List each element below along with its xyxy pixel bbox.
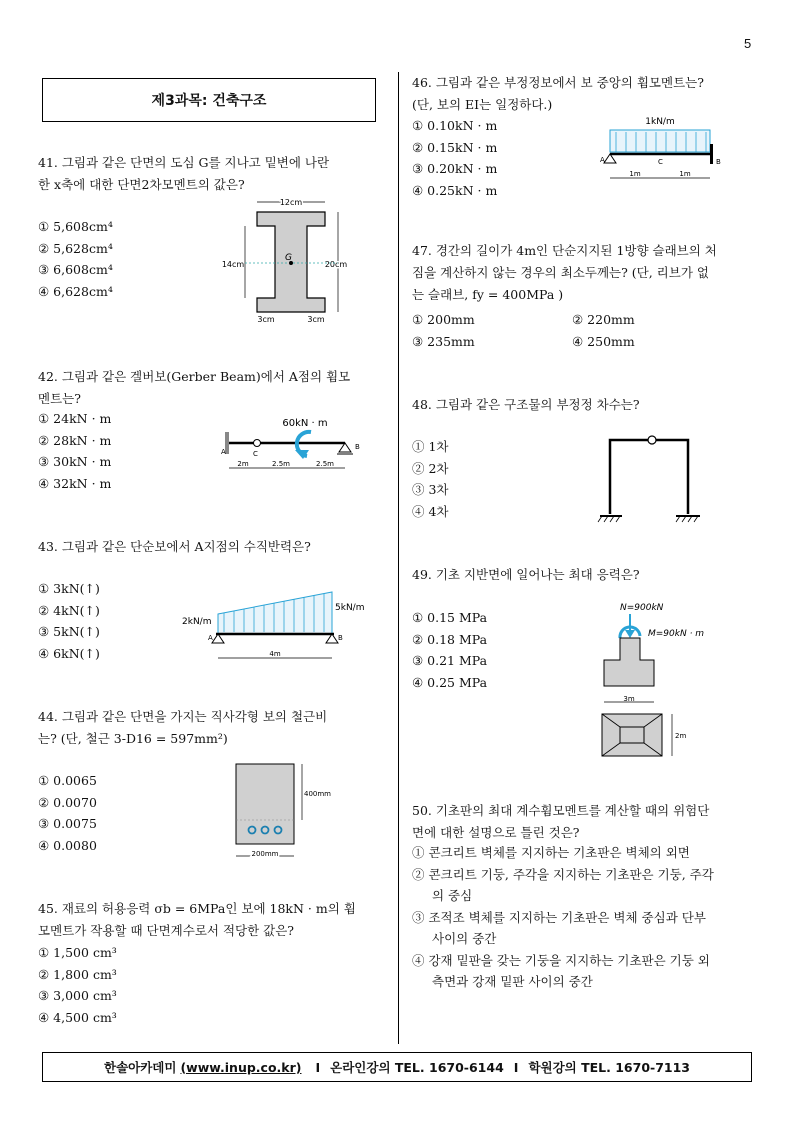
q46-stem-line1: 46. 그림과 같은 부정정보에서 보 중앙의 휨모멘트는? <box>412 75 704 90</box>
q42-dim-2: 2.5m <box>272 460 290 468</box>
q47-options <box>412 309 752 352</box>
q43-stem: 43. 그림과 같은 단순보에서 A지점의 수직반력은? <box>38 539 311 554</box>
q48-stem: 48. 그림과 같은 구조물의 부정정 차수는? <box>412 397 640 412</box>
q44-option-4[interactable]: ④ 0.0080 <box>38 837 97 853</box>
q43-option-3[interactable]: ③ 5kN(↑) <box>38 624 100 639</box>
q42-option-4[interactable]: ④ 32kN · m <box>38 475 112 491</box>
q44-option-2[interactable]: ② 0.0070 <box>38 794 97 810</box>
q46-option-2[interactable]: ② 0.15kN · m <box>412 139 498 155</box>
q41-dim-right: 20cm <box>324 260 348 269</box>
q41-option-4[interactable]: ④ 6,628cm⁴ <box>38 283 113 299</box>
q46-point-c: C <box>658 158 663 166</box>
q49-stem: 49. 기초 지반면에 일어나는 최대 응력은? <box>412 567 640 582</box>
q42-point-c: C <box>253 450 258 458</box>
footer-separator-2: I <box>513 1059 519 1075</box>
q44-dim-height: 400mm <box>304 790 331 798</box>
q47-stem-line2: 짐을 계산하지 않는 경우의 최소두께는? (단, 리브가 없 <box>412 265 709 280</box>
q42-figure <box>215 410 370 478</box>
q50-option-2-cont: 의 중심 <box>432 888 473 903</box>
q47-option-3[interactable]: ③ 235mm <box>412 333 475 349</box>
q41-option-3[interactable]: ③ 6,608cm⁴ <box>38 262 113 277</box>
q42-option-2[interactable]: ② 28kN · m <box>38 432 112 448</box>
q42-dim-3: 2.5m <box>316 460 334 468</box>
q50-stem-line1: 50. 기초판의 최대 계수휨모멘트를 계산할 때의 위험단 <box>412 803 710 818</box>
q48-option-2[interactable]: ② 2차 <box>412 460 449 476</box>
q50-option-4-cont: 측면과 강재 밑판 사이의 중간 <box>432 974 593 989</box>
q46-dim-1: 1m <box>629 170 641 178</box>
footer-separator: I <box>315 1059 321 1075</box>
q47-stem <box>412 240 757 306</box>
q44-figure <box>230 760 360 866</box>
q43-point-a: A <box>208 634 213 642</box>
q50-options <box>412 842 757 993</box>
q41-stem-line2: 한 x축에 대한 단면2차모멘트의 값은? <box>38 177 245 192</box>
q42-option-3[interactable]: ③ 30kN · m <box>38 454 112 469</box>
q45-option-1[interactable]: ① 1,500 cm³ <box>38 945 117 960</box>
q41-dim-bl: 3cm <box>257 315 275 324</box>
q43-span: 4m <box>269 650 281 658</box>
q43-left-load: 2kN/m <box>182 617 212 627</box>
q43-option-4[interactable]: ④ 6kN(↑) <box>38 645 100 661</box>
footer-url-link[interactable]: (www.inup.co.kr) <box>180 1059 302 1075</box>
footer-offline-phone: 학원강의 TEL. 1670-7113 <box>528 1060 690 1075</box>
q45-stem-line2: 모멘트가 작용할 때 단면계수로서 적당한 값은? <box>38 923 294 938</box>
q47-option-4[interactable]: ④ 250mm <box>572 333 635 349</box>
q43-options <box>38 578 100 664</box>
footer-academy: 한솔아카데미 <box>104 1060 177 1075</box>
q42-stem-line2: 멘트는? <box>38 391 81 406</box>
q48-figure <box>596 432 708 524</box>
q42-point-b: B <box>355 443 360 451</box>
subject-title: 제3과목: 건축구조 <box>42 78 376 122</box>
q43-right-load: 5kN/m <box>335 603 365 613</box>
q41-figure <box>215 192 365 342</box>
q43-option-1[interactable]: ① 3kN(↑) <box>38 581 100 596</box>
q42-stem-line1: 42. 그림과 같은 겔버보(Gerber Beam)에서 A점의 휨모 <box>38 369 351 384</box>
q42-dim-1: 2m <box>237 460 249 468</box>
q48-option-3[interactable]: ③ 3차 <box>412 482 449 497</box>
q44-option-1[interactable]: ① 0.0065 <box>38 773 97 788</box>
q46-option-4[interactable]: ④ 0.25kN · m <box>412 182 498 198</box>
q41-options <box>38 216 113 302</box>
q42-load-label: 60kN · m <box>282 418 328 429</box>
q50-option-3[interactable]: ③ 조적조 벽체를 지지하는 기초판은 벽체 중심과 단부 <box>412 909 706 925</box>
q47-stem-line3: 는 슬래브, fy = 400MPa ) <box>412 287 564 302</box>
q44-dim-width: 200mm <box>251 850 279 858</box>
q42-point-a: A <box>221 448 226 456</box>
q46-option-3[interactable]: ③ 0.20kN · m <box>412 161 498 176</box>
q44-stem-line1: 44. 그림과 같은 단면을 가지는 직사각형 보의 철근비 <box>38 709 328 724</box>
q50-option-4[interactable]: ④ 강재 밑판을 갖는 기둥을 지지하는 기초판은 기둥 외 <box>412 952 710 968</box>
q48-options <box>412 436 449 522</box>
q49-option-3[interactable]: ③ 0.21 MPa <box>412 653 488 668</box>
q41-centroid-label: G <box>285 253 292 263</box>
column-divider <box>398 72 399 1044</box>
q42-option-1[interactable]: ① 24kN · m <box>38 411 112 426</box>
q50-option-3-cont: 사이의 중간 <box>432 931 497 946</box>
q49-moment-load: M=90kN · m <box>648 629 705 639</box>
q43-point-b: B <box>338 634 343 642</box>
q50-option-1[interactable]: ① 콘크리트 벽체를 지지하는 기초판은 벽체의 외면 <box>412 845 690 860</box>
q46-options <box>412 115 497 201</box>
q44-stem-line2: 는? (단, 철근 3-D16 = 597mm²) <box>38 731 228 746</box>
q42-stem <box>38 366 383 410</box>
q47-option-2[interactable]: ② 220mm <box>572 312 635 327</box>
q48-option-1[interactable]: ① 1차 <box>412 439 449 454</box>
q44-stem <box>38 706 383 750</box>
footer <box>42 1052 752 1082</box>
q41-option-2[interactable]: ② 5,628cm⁴ <box>38 240 113 256</box>
q41-dim-top: 12cm <box>279 198 303 207</box>
q47-stem-line1: 47. 경간의 길이가 4m인 단순지지된 1방향 슬래브의 처 <box>412 243 717 258</box>
q49-option-2[interactable]: ② 0.18 MPa <box>412 631 488 647</box>
q45-options <box>38 942 117 1028</box>
q46-point-b: B <box>716 158 721 166</box>
q45-option-4[interactable]: ④ 4,500 cm³ <box>38 1009 117 1025</box>
q41-dim-br: 3cm <box>307 315 325 324</box>
q49-dim-width: 3m <box>623 695 635 703</box>
q50-stem <box>412 800 757 844</box>
q49-option-4[interactable]: ④ 0.25 MPa <box>412 674 488 690</box>
q41-stem <box>38 152 383 196</box>
q43-option-2[interactable]: ② 4kN(↑) <box>38 602 100 618</box>
footer-online-phone: 온라인강의 TEL. 1670-6144 <box>330 1060 504 1075</box>
q46-point-a: A <box>600 156 605 164</box>
q46-stem-line2: (단, 보의 EI는 일정하다.) <box>412 97 553 112</box>
q46-figure <box>598 112 728 188</box>
q46-option-1[interactable]: ① 0.10kN · m <box>412 118 498 133</box>
q43-figure <box>180 582 380 668</box>
q49-option-1[interactable]: ① 0.15 MPa <box>412 610 488 625</box>
q45-option-2[interactable]: ② 1,800 cm³ <box>38 966 117 982</box>
q44-options <box>38 770 97 856</box>
q46-stem <box>412 72 757 116</box>
q41-option-1[interactable]: ① 5,608cm⁴ <box>38 219 113 234</box>
q50-stem-line2: 면에 대한 설명으로 틀린 것은? <box>412 825 580 840</box>
q42-options <box>38 408 111 494</box>
q48-option-4[interactable]: ④ 4차 <box>412 503 449 519</box>
q49-figure <box>592 598 722 766</box>
q44-option-3[interactable]: ③ 0.0075 <box>38 816 97 831</box>
q45-option-3[interactable]: ③ 3,000 cm³ <box>38 988 117 1003</box>
page-number: 5 <box>744 36 752 51</box>
q50-option-2[interactable]: ② 콘크리트 기둥, 주각을 지지하는 기초판은 기둥, 주각 <box>412 866 714 882</box>
q49-dim-height: 2m <box>675 732 687 740</box>
q41-dim-left: 14cm <box>221 260 245 269</box>
q45-stem-line1: 45. 재료의 허용응력 σb = 6MPa인 보에 18kN · m의 휨 <box>38 901 356 916</box>
q47-option-1[interactable]: ① 200mm <box>412 312 475 327</box>
q41-stem-line1: 41. 그림과 같은 단면의 도심 G를 지나고 밑변에 나란 <box>38 155 330 170</box>
q49-options <box>412 607 487 693</box>
q46-load-label: 1kN/m <box>645 117 675 127</box>
q45-stem <box>38 898 383 942</box>
q46-dim-2: 1m <box>679 170 691 178</box>
q49-axial-load: N=900kN <box>620 603 664 613</box>
